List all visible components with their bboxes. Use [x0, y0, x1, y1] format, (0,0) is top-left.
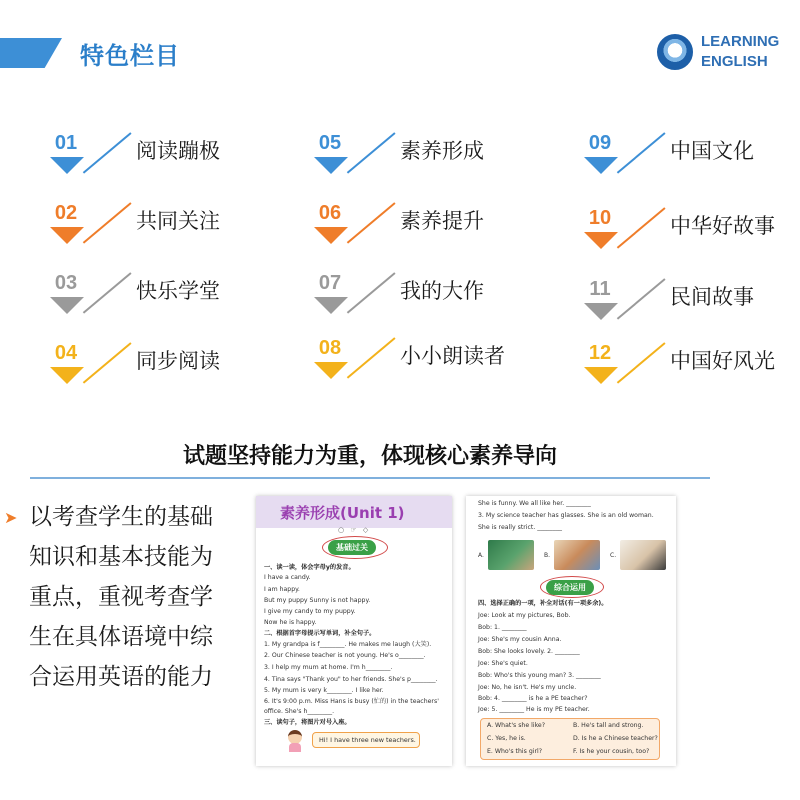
- feature-number: 01: [54, 132, 78, 154]
- small-icons: ○ ☞ ◇: [338, 526, 371, 534]
- slash-divider: [617, 278, 665, 319]
- feature-label: 中国好风光: [670, 349, 775, 373]
- description-line: 以考查学生的基础: [29, 504, 213, 530]
- description-line: 合运用英语的能力: [29, 664, 213, 690]
- feature-number: 12: [588, 342, 612, 364]
- slash-divider: [617, 342, 665, 383]
- feature-number: 07: [318, 272, 342, 294]
- teacher-photo-b: [554, 540, 600, 570]
- option-item: E. Who's this girl?: [487, 748, 543, 755]
- feature-label: 素养提升: [400, 209, 484, 233]
- feature-label: 阅读蹦极: [136, 139, 220, 163]
- worksheet-line: 6. It's 9:00 p.m. Miss Hans is busy (忙的) in the teachers': [264, 698, 439, 705]
- slash-divider: [347, 337, 395, 378]
- option-item: F. Is he your cousin, too?: [573, 748, 650, 755]
- worksheet-line: 3. I help my mum at home. I'm h________.: [264, 664, 393, 671]
- worksheet-line: 二、根据首字母提示写单词，补全句子。: [264, 630, 376, 637]
- logo-line-1: LEARNING: [701, 33, 780, 50]
- slash-divider: [83, 132, 131, 173]
- feature-number: 03: [54, 272, 78, 294]
- photo-label: A.: [478, 552, 484, 559]
- description-line: 知识和基本技能为: [29, 544, 213, 570]
- worksheet-line: 三、读句子，将图片对号入座。: [264, 719, 351, 726]
- triangle-icon: [50, 227, 84, 244]
- globe-logo-icon: [657, 34, 693, 70]
- worksheet-line: She is funny. We all like her. ________: [478, 500, 591, 507]
- worksheet-line: office. She's h________.: [264, 708, 335, 715]
- feature-label: 我的大作: [400, 279, 484, 303]
- description-line: 重点，重视考查学: [29, 584, 213, 610]
- feature-number: 06: [318, 202, 342, 224]
- worksheet-line: 2. Our Chinese teacher is not young. He's o________.: [264, 652, 426, 659]
- worksheet-line: Joe: No, he isn't. He's my uncle.: [478, 684, 577, 691]
- feature-number: 02: [54, 202, 78, 224]
- photo-label: C.: [610, 552, 617, 559]
- teacher-photo-a: [488, 540, 534, 570]
- triangle-icon: [50, 157, 84, 174]
- worksheet-line: I have a candy.: [264, 574, 311, 581]
- feature-label: 中华好故事: [670, 214, 775, 238]
- triangle-icon: [584, 367, 618, 384]
- headline-divider: [30, 477, 710, 479]
- option-item: A. What's she like?: [487, 722, 546, 729]
- slash-divider: [617, 132, 665, 173]
- worksheet-title: 素养形成(Unit 1): [280, 504, 405, 522]
- slash-divider: [347, 272, 395, 313]
- feature-label: 民间故事: [670, 285, 754, 309]
- description-line: 生在具体语境中综: [29, 624, 213, 650]
- worksheet-line: 四、选择正确的一项，补全对话(有一项多余)。: [478, 600, 608, 607]
- feature-label: 小小朗读者: [400, 344, 505, 368]
- worksheet-line: Joe: 5. ________ He is my PE teacher.: [478, 706, 590, 713]
- triangle-icon: [584, 157, 618, 174]
- worksheet-line: Joe: Look at my pictures, Bob.: [478, 612, 571, 619]
- worksheet-line: 一、读一读，体会字母y的发音。: [264, 564, 355, 571]
- description: [29, 497, 235, 697]
- worksheet-line: Joe: She's my cousin Anna.: [478, 636, 562, 643]
- feature-label: 共同关注: [136, 209, 220, 233]
- triangle-icon: [314, 157, 348, 174]
- worksheet-line: Bob: She looks lovely. 2. ________: [478, 648, 580, 655]
- triangle-icon: [584, 232, 618, 249]
- triangle-icon: [314, 362, 348, 379]
- triangle-icon: [314, 297, 348, 314]
- slash-divider: [347, 132, 395, 173]
- section-title: 特色栏目: [80, 42, 180, 70]
- worksheet-page-right: [466, 496, 676, 766]
- feature-number: 04: [54, 342, 78, 364]
- worksheet-line: 5. My mum is very k________. I like her.: [264, 687, 384, 694]
- speech-bubble: Hi! I have three new teachers.: [312, 732, 420, 748]
- worksheet-line: Now he is happy.: [264, 619, 317, 626]
- worksheet-line: I give my candy to my puppy.: [264, 608, 356, 615]
- worksheet-line: Bob: 4. ________ is he a PE teacher?: [478, 695, 588, 702]
- worksheet-line: Bob: 1. ________: [478, 624, 527, 631]
- slash-divider: [83, 202, 131, 243]
- feature-number: 05: [318, 132, 342, 154]
- feature-number: 08: [318, 337, 342, 359]
- triangle-icon: [50, 297, 84, 314]
- header-accent-bar: [0, 38, 62, 68]
- worksheet-line: She is really strict. ________: [478, 524, 563, 531]
- option-item: C. Yes, he is.: [487, 735, 526, 742]
- worksheet-line: 4. Tina says "Thank you" to her friends. She's p________.: [264, 676, 438, 683]
- worksheet-page-left: [256, 496, 452, 766]
- worksheet-line: Joe: She's quiet.: [478, 660, 528, 667]
- option-item: B. He's tall and strong.: [573, 722, 644, 729]
- worksheet-line: I am happy.: [264, 586, 300, 593]
- slash-divider: [83, 342, 131, 383]
- option-item: D. Is he a Chinese teacher?: [573, 735, 658, 742]
- worksheet-line: Bob: Who's this young man? 3. ________: [478, 672, 601, 679]
- feature-label: 素养形成: [400, 139, 484, 163]
- feature-number: 11: [589, 278, 611, 300]
- logo-text: [701, 32, 779, 72]
- feature-label: 中国文化: [670, 139, 754, 163]
- photo-label: B.: [544, 552, 551, 559]
- triangle-icon: [50, 367, 84, 384]
- feature-number: 10: [588, 207, 612, 229]
- logo-line-2: ENGLISH: [701, 53, 768, 70]
- slash-divider: [83, 272, 131, 313]
- feature-label: 快乐学堂: [136, 279, 220, 303]
- feature-label: 同步阅读: [136, 349, 220, 373]
- badge-basic: 基础过关: [328, 540, 376, 555]
- badge-comprehensive: 综合运用: [546, 580, 594, 595]
- triangle-icon: [584, 303, 618, 320]
- teacher-photo-c: [620, 540, 666, 570]
- slash-divider: [347, 202, 395, 243]
- girl-illustration-icon: [286, 730, 304, 752]
- options-box: [480, 718, 660, 760]
- headline: 试题坚持能力为重，体现核心素养导向: [182, 444, 557, 469]
- slash-divider: [617, 207, 665, 248]
- feature-number: 09: [588, 132, 612, 154]
- worksheet-line: 3. My science teacher has glasses. She is an old woman.: [478, 512, 654, 519]
- worksheet-line: 1. My grandpa is f________. He makes me laugh (大笑).: [264, 641, 432, 648]
- triangle-icon: [314, 227, 348, 244]
- worksheet-line: But my puppy Sunny is not happy.: [264, 597, 371, 604]
- arrow-bullet-icon: ➤: [4, 508, 18, 527]
